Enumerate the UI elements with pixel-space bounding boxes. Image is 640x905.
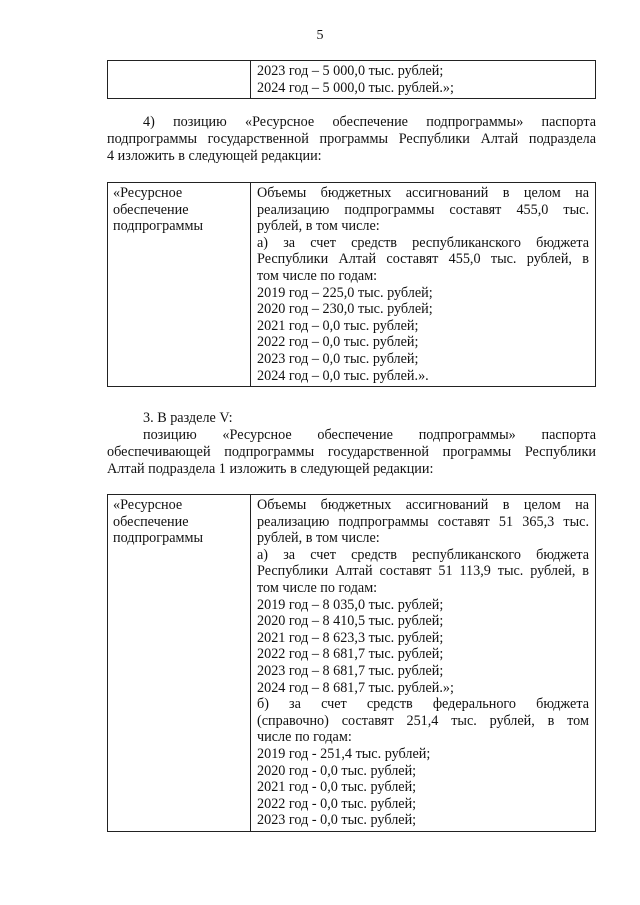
year-line: 2023 год – 5 000,0 тыс. рублей; bbox=[257, 63, 444, 79]
year-line: 2024 год – 0,0 тыс. рублей.». bbox=[257, 367, 429, 384]
year-line: 2020 год – 230,0 тыс. рублей; bbox=[257, 301, 433, 318]
year-line: 2023 год – 0,0 тыс. рублей; bbox=[257, 350, 419, 367]
year-line: 2024 год – 5 000,0 тыс. рублей.»; bbox=[257, 79, 454, 96]
year-line: 2021 год - 0,0 тыс. рублей; bbox=[257, 779, 417, 796]
year-line: 2022 год – 8 681,7 тыс. рублей; bbox=[257, 646, 444, 663]
value-line: Объемы бюджетных ассигнований в целом на bbox=[257, 185, 589, 201]
table-row bbox=[108, 183, 596, 387]
year-line: 2021 год – 0,0 тыс. рублей; bbox=[257, 317, 419, 334]
value-line: рублей, в том числе: bbox=[257, 218, 380, 235]
section3-paragraph bbox=[107, 410, 596, 478]
table-row bbox=[108, 495, 596, 832]
table-label-cell bbox=[108, 495, 251, 832]
value-line: (справочно) составят 251,4 тыс. рублей, в том bbox=[257, 712, 589, 729]
value-line: а) за счет средств республиканского бюджета bbox=[257, 234, 589, 251]
year-line: 2019 год – 225,0 тыс. рублей; bbox=[257, 284, 433, 301]
value-line: реализацию подпрограммы составят 51 365,3 тыс. bbox=[257, 513, 589, 530]
value-line: числе по годам: bbox=[257, 729, 352, 746]
label-line: «Ресурсное bbox=[113, 185, 183, 201]
item4-paragraph bbox=[107, 114, 596, 165]
section-heading: 3. В разделе V: bbox=[143, 410, 233, 426]
page-number: 5 bbox=[316, 28, 324, 43]
value-line: б) за счет средств федерального бюджета bbox=[257, 696, 589, 713]
label-line: подпрограммы bbox=[113, 530, 203, 547]
table-resource-subprogram-1 bbox=[107, 494, 596, 832]
paragraph-line: подпрограммы государственной программы Республики Алтай подраздела bbox=[107, 131, 596, 147]
label-line: обеспечение bbox=[113, 201, 189, 218]
year-line: 2020 год – 8 410,5 тыс. рублей; bbox=[257, 613, 444, 630]
year-line: 2020 год - 0,0 тыс. рублей; bbox=[257, 762, 417, 779]
paragraph-line: позицию «Ресурсное обеспечение подпрограммы» паспорта bbox=[143, 427, 596, 443]
label-line: подпрограммы bbox=[113, 218, 203, 235]
paragraph-line: 4) позицию «Ресурсное обеспечение подпрограммы» паспорта bbox=[143, 114, 596, 130]
value-line: Республики Алтай составят 51 113,9 тыс. рублей, в bbox=[257, 563, 589, 580]
year-line: 2019 год - 251,4 тыс. рублей; bbox=[257, 745, 431, 762]
value-line: а) за счет средств республиканского бюджета bbox=[257, 546, 589, 563]
value-line: Объемы бюджетных ассигнований в целом на bbox=[257, 497, 589, 513]
table-value-cell bbox=[251, 495, 596, 832]
paragraph-line: Алтай подраздела 1 изложить в следующей редакции: bbox=[107, 461, 434, 477]
value-line: рублей, в том числе: bbox=[257, 530, 380, 547]
paragraph-line: обеспечивающей подпрограммы государственной программы Республики bbox=[107, 444, 596, 460]
year-line: 2024 год – 8 681,7 тыс. рублей.»; bbox=[257, 679, 454, 696]
table-label-cell bbox=[108, 183, 251, 387]
table-top-continuation bbox=[107, 60, 596, 99]
year-line: 2023 год - 0,0 тыс. рублей; bbox=[257, 812, 417, 829]
table-label-cell bbox=[108, 61, 251, 99]
year-line: 2021 год – 8 623,3 тыс. рублей; bbox=[257, 629, 444, 646]
year-line: 2023 год – 8 681,7 тыс. рублей; bbox=[257, 662, 444, 679]
table-value-cell bbox=[251, 61, 596, 99]
label-line: обеспечение bbox=[113, 513, 189, 530]
label-line: «Ресурсное bbox=[113, 497, 183, 513]
table-row bbox=[108, 61, 596, 99]
value-line: том числе по годам: bbox=[257, 267, 378, 284]
table-value-cell bbox=[251, 183, 596, 387]
value-line: Республики Алтай составят 455,0 тыс. рублей, в bbox=[257, 251, 589, 268]
paragraph-line: 4 изложить в следующей редакции: bbox=[107, 148, 322, 164]
value-line: реализацию подпрограммы составят 455,0 тыс. bbox=[257, 201, 589, 218]
year-line: 2022 год – 0,0 тыс. рублей; bbox=[257, 334, 419, 351]
value-line: том числе по годам: bbox=[257, 579, 378, 596]
year-line: 2022 год - 0,0 тыс. рублей; bbox=[257, 795, 417, 812]
table-resource-subprogram-4 bbox=[107, 182, 596, 387]
year-line: 2019 год – 8 035,0 тыс. рублей; bbox=[257, 596, 444, 613]
